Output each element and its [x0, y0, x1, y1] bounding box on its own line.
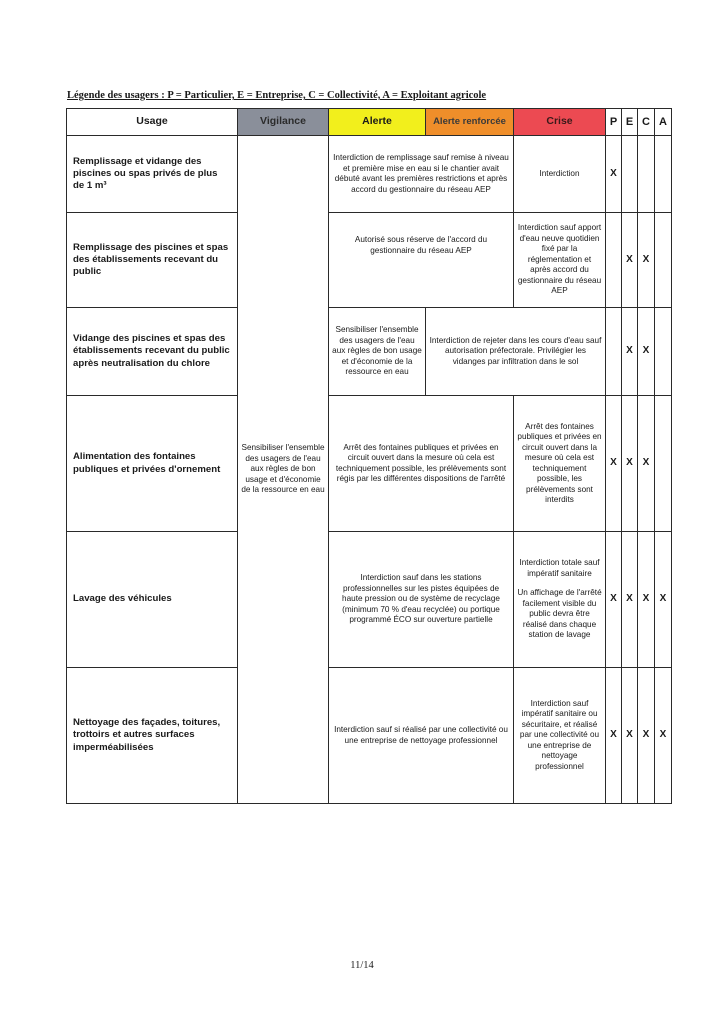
header-crise: Crise: [514, 109, 606, 136]
crise-cell: Interdiction: [514, 136, 606, 213]
crise-cell: Interdiction sauf apport d'eau neuve quotidien fixé par la réglementation et après accord du gestionnaire du réseau AEP: [514, 213, 606, 308]
usager-legend: Légende des usagers : P = Particulier, E = Entreprise, C = Collectivité, A = Exploitant agricole: [67, 90, 487, 101]
alerte-renforcee-cell: Interdiction de remplissage sauf remise à niveau et première mise en eau si le chantier avait débuté avant les premières restrictions et après accord du gestionnaire du réseau AEP: [329, 136, 514, 213]
alerte-renforcee-cell: Interdiction sauf dans les stations professionnelles sur les pistes équipées de haute pression ou de système de recyclage (minimum 70 % d'eau recyclée) ou portique programmé ÉCO sur ouverture partielle: [329, 532, 514, 668]
page-number: 11/14: [350, 960, 374, 971]
usage-cell: Vidange des piscines et spas des établissements recevant du public après neutralisation du chlore: [67, 308, 238, 396]
usage-cell: Alimentation des fontaines publiques et privées d'ornement: [67, 396, 238, 532]
mark-e: X: [622, 213, 638, 308]
mark-c: X: [638, 308, 655, 396]
mark-a: [655, 308, 672, 396]
vigilance-cell: Sensibiliser l'ensemble des usagers de l'eau aux règles de bon usage et d'économie de la ressource en eau: [238, 136, 329, 804]
crise-cell: Interdiction sauf impératif sanitaire ou sécuritaire, et réalisé par une collectivité ou une entreprise de nettoyage professionnel: [514, 668, 606, 804]
mark-a: X: [655, 668, 672, 804]
mark-c: X: [638, 668, 655, 804]
table-row: [67, 668, 672, 804]
header-c: C: [638, 109, 655, 136]
mark-e: [622, 136, 638, 213]
header-alerte-renforcee: Alerte renforcée: [426, 109, 514, 136]
header-a: A: [655, 109, 672, 136]
mark-c: [638, 136, 655, 213]
mark-c: X: [638, 396, 655, 532]
mark-c: X: [638, 532, 655, 668]
crise-text-2: Un affichage de l'arrêté facilement visible du public devra être réalisé dans chaque station de lavage: [517, 588, 602, 640]
usage-cell: Nettoyage des façades, toitures, trottoirs et autres surfaces imperméabilisées: [67, 668, 238, 804]
table-row: [67, 136, 672, 213]
alerte-renforcee-cell: Arrêt des fontaines publiques et privées en circuit ouvert dans la mesure où cela est techniquement possible, les prélèvements sont régis par les différentes dispositions de l'arrêté: [329, 396, 514, 532]
header-vigilance: Vigilance: [238, 109, 329, 136]
usage-cell: Remplissage et vidange des piscines ou spas privés de plus de 1 m³: [67, 136, 238, 213]
table-row: [67, 396, 672, 532]
alerte-cell: Sensibiliser l'ensemble des usagers de l'eau aux règles de bon usage et d'économie de la ressource en eau: [329, 308, 426, 396]
mark-p: X: [606, 532, 622, 668]
mark-e: X: [622, 532, 638, 668]
alerte-renforcee-cell: Interdiction sauf si réalisé par une collectivité ou une entreprise de nettoyage professionnel: [329, 668, 514, 804]
header-row: [67, 109, 672, 136]
mark-p: X: [606, 668, 622, 804]
mark-e: X: [622, 308, 638, 396]
crise-cell: Arrêt des fontaines publiques et privées en circuit ouvert dans la mesure où cela est techniquement possible, les prélèvements sont interdits: [514, 396, 606, 532]
mark-a: X: [655, 532, 672, 668]
mark-c: X: [638, 213, 655, 308]
crise-text-1: Interdiction totale sauf impératif sanitaire: [519, 558, 600, 578]
table-row: [67, 213, 672, 308]
header-p: P: [606, 109, 622, 136]
table-row: [67, 532, 672, 668]
table-row: [67, 308, 672, 396]
mark-e: X: [622, 668, 638, 804]
restrictions-table: [66, 108, 672, 804]
header-alerte: Alerte: [329, 109, 426, 136]
renforcee-crise-cell: Interdiction de rejeter dans les cours d'eau sauf autorisation préfectorale. Privilégier les vidanges par infiltration dans le sol: [426, 308, 606, 396]
mark-p: X: [606, 396, 622, 532]
mark-a: [655, 396, 672, 532]
crise-cell: [514, 532, 606, 668]
mark-e: X: [622, 396, 638, 532]
usage-cell: Lavage des véhicules: [67, 532, 238, 668]
mark-p: [606, 308, 622, 396]
alerte-renforcee-cell: Autorisé sous réserve de l'accord du gestionnaire du réseau AEP: [329, 213, 514, 308]
mark-a: [655, 136, 672, 213]
header-usage: Usage: [67, 109, 238, 136]
mark-p: X: [606, 136, 622, 213]
header-e: E: [622, 109, 638, 136]
mark-p: [606, 213, 622, 308]
mark-a: [655, 213, 672, 308]
usage-cell: Remplissage des piscines et spas des établissements recevant du public: [67, 213, 238, 308]
